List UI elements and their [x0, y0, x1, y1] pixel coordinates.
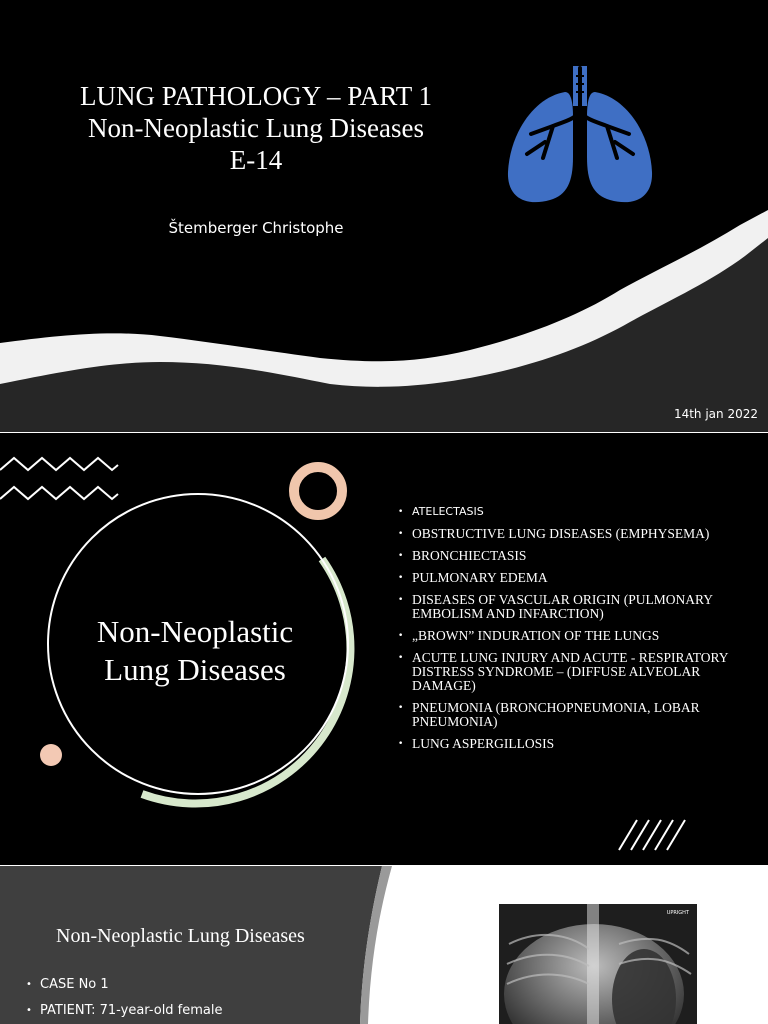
presentation-title	[0, 80, 512, 176]
list-item: • CASE No 1	[26, 977, 109, 992]
topics-slide	[0, 433, 768, 865]
list-item: • PATIENT: 71-year-old female	[26, 1003, 223, 1018]
list-item: • DISEASES OF VASCULAR ORIGIN (PULMONARY EMBOLISM AND INFARCTION)	[398, 592, 713, 621]
title-line-3: E-14	[229, 145, 283, 175]
title-line-1: LUNG PATHOLOGY – PART 1	[80, 81, 432, 111]
list-item: • BRONCHIECTASIS	[398, 548, 527, 563]
case-slide	[0, 866, 768, 1024]
xray-label: UPRIGHT	[666, 910, 689, 916]
section-title-line-2: Lung Diseases	[104, 652, 286, 687]
list-item: • PNEUMONIA (BRONCHOPNEUMONIA, LOBAR PNEUMONIA)	[398, 700, 700, 729]
section-title-line-1: Non-Neoplastic	[96, 614, 294, 649]
lungs-icon	[505, 62, 655, 212]
chest-xray-image	[499, 904, 697, 1024]
list-item: • LUNG ASPERGILLOSIS	[398, 736, 555, 751]
list-item: • ACUTE LUNG INJURY AND ACUTE - RESPIRATORY DISTRESS SYNDROME – (DIFFUSE ALVEOLAR DAMAGE)	[398, 650, 729, 693]
list-item: • ATELECTASIS	[398, 505, 484, 518]
title-line-2: Non-Neoplastic Lung Diseases	[88, 113, 424, 143]
author-name: Štemberger Christophe	[168, 219, 344, 237]
xray-graphic	[499, 904, 697, 1024]
list-item: • OBSTRUCTIVE LUNG DISEASES (EMPHYSEMA)	[398, 526, 710, 541]
case-title: Non-Neoplastic Lung Diseases	[56, 925, 305, 947]
title-slide	[0, 0, 768, 432]
case-details	[26, 972, 223, 1024]
presentation-date: 14th jan 2022	[673, 407, 758, 421]
slash-decoration	[617, 818, 687, 852]
dot-decoration	[39, 743, 63, 767]
list-item: • „BROWN” INDURATION OF THE LUNGS	[398, 628, 660, 643]
section-title	[60, 613, 330, 689]
disease-list	[398, 505, 758, 759]
list-item: • PULMONARY EDEMA	[398, 570, 548, 585]
